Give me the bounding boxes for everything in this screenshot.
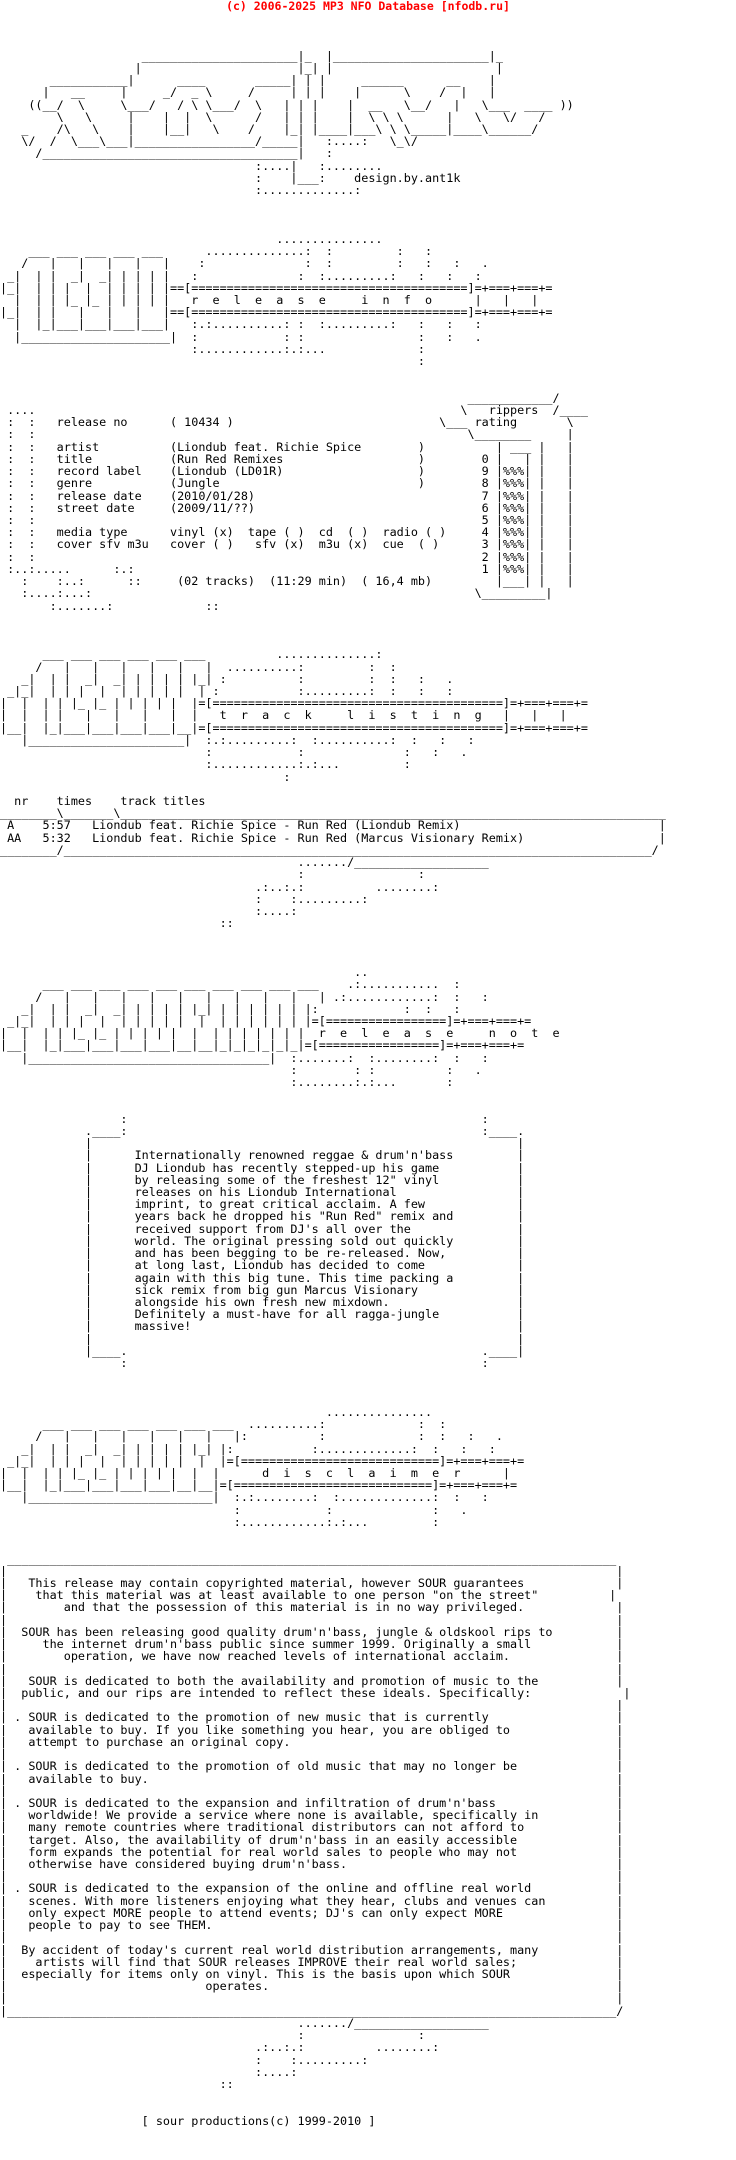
nfo-line: | | | | |_ |_ | | | | | | | | | | | | | r e l e a s e n o t e	[0, 1026, 560, 1041]
nfo-line	[0, 2102, 736, 2114]
nfo-line: :............:.:... :	[0, 341, 426, 356]
nfo-line: / | | | | | : : : : : : .	[0, 256, 489, 271]
nfo-line: : : record label (Liondub (LD01R) ) 9 |%%%| | |	[0, 464, 574, 479]
nfo-line: | especially for items only on vinyl. This is the basis upon which SOUR |	[0, 1967, 624, 1981]
nfo-line: nr times track titles	[0, 794, 206, 808]
nfo-line: ________\_______\_____________________________________________________________________________	[0, 806, 666, 821]
nfo-line	[0, 2090, 736, 2102]
nfo-line: : : 5 |%%%| | |	[0, 512, 574, 527]
nfo-line: :....:...: \_________|	[0, 586, 553, 601]
nfo-line: | available to buy. If you like something you hear, you are obliged to |	[0, 1722, 624, 1737]
nfo-line: | years back he dropped his "Run Red" remix and |	[0, 1209, 525, 1224]
nfo-line: | alongside his own fresh new mixdown. |	[0, 1294, 525, 1309]
nfo-line: : : artist (Liondub feat. Richie Spice ) | ___ | |	[0, 439, 574, 454]
nfo-line: |_____________________| : : : : : .	[0, 329, 482, 344]
nfo-line: | scenes. With more listeners enjoying what they hear, clubs and venues can |	[0, 1893, 624, 1908]
nfo-line: / | | | | | | ..........: : :	[0, 659, 397, 674]
nfo-line: _|_| | | | | | | | | | | : :.........: : : :	[0, 684, 454, 699]
nfo-line: | __ | _/ _ \ / | | | | \ / | |	[0, 85, 496, 100]
copyright-banner: (c) 2006-2025 MP3 NFO Database [nfodb.ru]	[226, 0, 510, 13]
nfo-line: |______________________________________________________________________________________/	[0, 2003, 624, 2018]
nfo-line: | |	[0, 1661, 624, 1676]
nfo-line	[0, 37, 736, 49]
nfo-line: |__| |_|___|___|___|___|__|=[=========================================]=+===+===+=	[0, 720, 588, 735]
nfo-line: | and has been begging to be re-released. Now, |	[0, 1246, 525, 1261]
nfo-line: | received support from DJ's all over the |	[0, 1221, 525, 1236]
nfo-line: _| | | _| _| | | | | |_| | | | | | | |: : : :	[0, 1001, 461, 1016]
nfo-line	[0, 380, 736, 392]
nfo-line	[0, 196, 736, 208]
nfo-line: | at long last, Liondub has decided to come |	[0, 1258, 525, 1273]
nfo-line: /____________________________________| :	[0, 146, 333, 161]
nfo-line: : : 2 |%%%| | |	[0, 549, 574, 564]
nfo-line: A 5:57 Liondub feat. Richie Spice - Run Red (Liondub Remix) |	[0, 818, 666, 833]
nfo-line: : : genre (Jungle ) 8 |%%%| | |	[0, 476, 574, 491]
nfo-line: ((__/ \ \___/ / \ \___/ \ | | | | __ \__/ | \___ ____ ))	[0, 97, 574, 112]
nfo-line: | |	[0, 1136, 525, 1151]
nfo-line: : :	[0, 1356, 489, 1371]
nfo-line: | operates. |	[0, 1979, 624, 1994]
nfo-line: | again with this big tune. This time packing a |	[0, 1270, 525, 1285]
nfo-line: | This release may contain copyrighted material, however SOUR guarantees |	[0, 1576, 624, 1590]
nfo-line: | |	[0, 1869, 624, 1884]
nfo-line: ___________| ____ _____| | | ______ __ |	[0, 73, 496, 88]
nfo-line: | |_| | |	[0, 60, 503, 75]
nfo-line: : : street date (2009/11/??) 6 |%%%| | |	[0, 500, 574, 515]
nfo-line: : : \________ |	[0, 427, 574, 442]
nfo-line: ......./___________________	[0, 2015, 489, 2030]
nfo-line: :.............:	[0, 183, 362, 198]
nfo-line: | |_|___|___|___|___| :.:..........: : :.........: : : :	[0, 317, 482, 332]
nfo-line: ::	[0, 2076, 234, 2091]
nfo-line: : :	[0, 2028, 426, 2043]
nfo-line: ...............	[0, 1404, 433, 1419]
nfo-line	[0, 624, 736, 636]
nfo-line: _|_| | | | | | | | | | | | | | | | | |=[=================]=+===+===+=	[0, 1013, 532, 1028]
nfo-line: .... \ rippers /____	[0, 403, 588, 417]
nfo-line: | DJ Liondub has recently stepped-up his game |	[0, 1160, 525, 1175]
nfo-line: | | | | |_ |_ | | | | | |=[=========================================]=+===+===+=	[0, 696, 588, 711]
nfo-line: :....:	[0, 903, 298, 918]
nfo-line: ___ ___ ___ ___ ___ ___ ___ ___ ___ ___ .:........... :	[0, 977, 461, 992]
nfo-line: | operation, we have now reached levels of international acclaim. |	[0, 1649, 624, 1664]
nfo-line: | public, and our rips are intended to reflect these ideals. Specifically: |	[0, 1685, 631, 1700]
nfo-line: | . SOUR is dedicated to the promotion of new music that is currently |	[0, 1710, 624, 1725]
nfo-line: | artists will find that SOUR releases IMPROVE their real world sales; |	[0, 1954, 624, 1969]
nfo-line	[0, 929, 736, 941]
nfo-line: [ sour productions(c) 1999-2010 ]	[0, 2113, 376, 2127]
nfo-line	[0, 1540, 736, 1552]
nfo-line: | |	[0, 1331, 525, 1346]
nfo-line: : :	[0, 867, 426, 882]
nfo-line	[0, 25, 736, 37]
nfo-line: | . SOUR is dedicated to the expansion and infiltration of drum'n'bass |	[0, 1795, 624, 1810]
nfo-line	[0, 1088, 736, 1100]
nfo-line: :....:	[0, 2064, 298, 2079]
nfo-line: :............:.:... :	[0, 1514, 440, 1529]
nfo-line: |__| |_|___|___|___|___|__|__|=[============================]=+===+===+=	[0, 1478, 518, 1493]
nfo-line: | SOUR has been releasing good quality drum'n'bass, jungle & oldskool rips to |	[0, 1624, 624, 1639]
nfo-line: |__| |_|___|___|___|___|__|__|_|_|_|_|_|_|=[=================]=+===+===+=	[0, 1038, 525, 1053]
nfo-line: \ \ | | | \ / | | | | \ \ \ | \ \/ /	[0, 109, 546, 124]
nfo-line: | Definitely a must-have for all ragga-jungle |	[0, 1307, 525, 1322]
nfo-line: : |___: design.by.ant1k	[0, 170, 461, 185]
nfo-line: : : title (Run Red Remixes ) 0 | | | |	[0, 451, 574, 466]
nfo-line: : : release no ( 10434 ) \___ rating \	[0, 415, 574, 430]
nfo-line	[0, 1382, 736, 1394]
nfo-line: : : : : .	[0, 1062, 482, 1077]
nfo-line: ___ ___ ___ ___ ___ ..............: : : :	[0, 244, 433, 259]
nfo-line: : :.........:	[0, 891, 369, 906]
nfo-line: : : release date (2010/01/28) 7 |%%%| | |	[0, 488, 574, 503]
nfo-line: |__________________________________| :.......: :........: : :	[0, 1050, 489, 1065]
nfo-line: | and that the possession of this material is in no way privileged. |	[0, 1600, 624, 1615]
nfo-line	[0, 942, 736, 954]
nfo-line: .:..:.: ........:	[0, 2040, 440, 2055]
nfo-line: : :	[0, 1111, 489, 1126]
nfo-line: :............:.:... :	[0, 757, 411, 772]
nfo-line: ___ ___ ___ ___ ___ ___ ___ ..........: : :	[0, 1417, 447, 1432]
nfo-line: | massive! |	[0, 1319, 525, 1334]
nfo-line: | that this material was at least available to one person "on the street" |	[0, 1588, 617, 1603]
nfo-line: : :..: :: (02 tracks) (11:29 min) ( 16,4 mb) |___| | |	[0, 574, 574, 589]
nfo-line	[0, 1100, 736, 1112]
nfo-line: : : : .	[0, 1502, 468, 1517]
nfo-line: :	[0, 354, 426, 369]
nfo-line: : :.........:	[0, 2052, 369, 2067]
nfo-line: | | | |_ |_ | | | | | r e l e a s e i n f o | | |	[0, 293, 539, 308]
nfo-line: :..:..... :.: 1 |%%%| | |	[0, 561, 574, 576]
nfo-line: | By accident of today's current real world distribution arrangements, many |	[0, 1942, 624, 1957]
nfo-line: | imprint, to great critical acclaim. A few |	[0, 1197, 525, 1212]
nfo-line: : : : : .	[0, 745, 468, 760]
nfo-line: .:..:.: ........:	[0, 879, 440, 894]
nfo-line: / | | | | | | | | | | .:............: : :	[0, 989, 489, 1004]
nfo-text-art	[0, 13, 736, 2127]
nfo-line: | people to pay to see THEM. |	[0, 1918, 624, 1933]
nfo-line: |____. .____|	[0, 1343, 525, 1358]
nfo-line: | releases on his Liondub International |	[0, 1185, 525, 1199]
nfo-line: :........:.:... :	[0, 1075, 454, 1090]
nfo-line: ________/___________________________________________________________________________________/	[0, 842, 659, 857]
nfo-line	[0, 1528, 736, 1540]
nfo-line: _| | | _| _| | | | | |_| |: :.............: : : :	[0, 1441, 496, 1456]
nfo-line	[0, 612, 736, 624]
nfo-line: | form expands the potential for real world sales to people who may not |	[0, 1844, 624, 1859]
nfo-line: | available to buy. |	[0, 1771, 624, 1786]
nfo-line: |_| | | | | | |==[=======================================]=+===+===+=	[0, 305, 553, 320]
nfo-line: _| | | _| _| | | | | : : :.........: : : :	[0, 268, 482, 283]
nfo-line: :....| :........	[0, 158, 383, 173]
nfo-line: :.......: ::	[0, 598, 220, 613]
nfo-line: ..	[0, 965, 369, 980]
nfo-line: _|_| | | | | | | | | | | |=[============================]=+===+===+=	[0, 1453, 525, 1468]
nfo-line: _| | | _| _| | | | | |_| : : : : : .	[0, 671, 454, 686]
nfo-line: | |	[0, 1930, 624, 1945]
nfo-line	[0, 367, 736, 379]
nfo-line: ......./___________________	[0, 855, 489, 870]
nfo-line: _ /\ \ | |__| \ / |_| |____|___\ \ \_____|____\______/	[0, 121, 539, 136]
nfo-line: ___ ___ ___ ___ ___ ___ ..............:	[0, 647, 383, 662]
nfo-line: :	[0, 769, 291, 784]
nfo-line: \/ / \___\___|_________________/_____| :....: \_\/	[0, 134, 418, 149]
nfo-line: | SOUR is dedicated to both the availability and promotion of music to the |	[0, 1673, 624, 1688]
nfo-line: | attempt to purchase an original copy. |	[0, 1734, 624, 1749]
nfo-line: : : media type vinyl (x) tape ( ) cd ( ) radio ( ) 4 |%%%| | |	[0, 525, 574, 540]
nfo-line: ...............	[0, 231, 383, 246]
nfo-line: | world. The original pressing sold out quickly |	[0, 1233, 525, 1248]
nfo-line: | by releasing some of the freshest 12" vinyl |	[0, 1172, 525, 1187]
nfo-line: ______________________|_ |______________________|_	[0, 48, 503, 63]
nfo-line: | many remote countries where traditional distributors can not afford to |	[0, 1820, 624, 1835]
nfo-line	[0, 209, 736, 221]
nfo-line: |______________________| :.:.........: :..........: : : :	[0, 732, 475, 747]
nfo-line	[0, 13, 736, 25]
nfo-line: | sick remix from big gun Marcus Visionary |	[0, 1282, 525, 1297]
nfo-line: | only expect MORE people to attend events; DJ's can only expect MORE |	[0, 1905, 624, 1920]
nfo-line	[0, 1369, 736, 1381]
nfo-line: | |	[0, 1612, 624, 1627]
nfo-line: |_| | | | | | | | | |==[=======================================]=+===+===+=	[0, 280, 553, 295]
nfo-line: | . SOUR is dedicated to the expansion of the online and offline real world |	[0, 1881, 624, 1896]
nfo-line: | |	[0, 1563, 624, 1578]
nfo-line: |__________________________| :.:........: :.............: : :	[0, 1490, 489, 1505]
nfo-line: / | | | | | | |: : : : : .	[0, 1429, 503, 1444]
nfo-line: ::	[0, 916, 234, 931]
nfo-line: ____________/	[0, 390, 560, 405]
nfo-line: AA 5:32 Liondub feat. Richie Spice - Run Red (Marcus Visionary Remix) |	[0, 830, 666, 845]
nfo-line: | | | | | | | | | t r a c k l i s t i n g | | |	[0, 708, 567, 723]
nfo-line: | otherwise have considered buying drum'n'bass. |	[0, 1857, 624, 1872]
nfo-line: | |	[0, 1783, 624, 1798]
nfo-line: | target. Also, the availability of drum'n'bass in an easily accessible |	[0, 1832, 624, 1847]
nfo-line: ______________________________________________________________________________________	[0, 1551, 617, 1566]
nfo-line: | Internationally renowned reggae & drum'n'bass |	[0, 1148, 525, 1163]
nfo-line: | . SOUR is dedicated to the promotion of old music that may no longer be |	[0, 1759, 624, 1774]
nfo-line: .____: :____.	[0, 1123, 525, 1138]
nfo-line: | |	[0, 1698, 624, 1713]
nfo-line: | |	[0, 1747, 624, 1762]
nfo-line: | | | | |_ |_ | | | | | | | d i s c l a i m e r |	[0, 1466, 511, 1481]
nfo-line: | |	[0, 1991, 624, 2006]
nfo-line: : : cover sfv m3u cover ( ) sfv (x) m3u (x) cue ( ) 3 |%%%| | |	[0, 537, 574, 552]
nfo-line: | worldwide! We provide a service where none is available, specifically in |	[0, 1808, 624, 1823]
nfo-line: | the internet drum'n'bass public since summer 1999. Originally a small |	[0, 1637, 624, 1652]
